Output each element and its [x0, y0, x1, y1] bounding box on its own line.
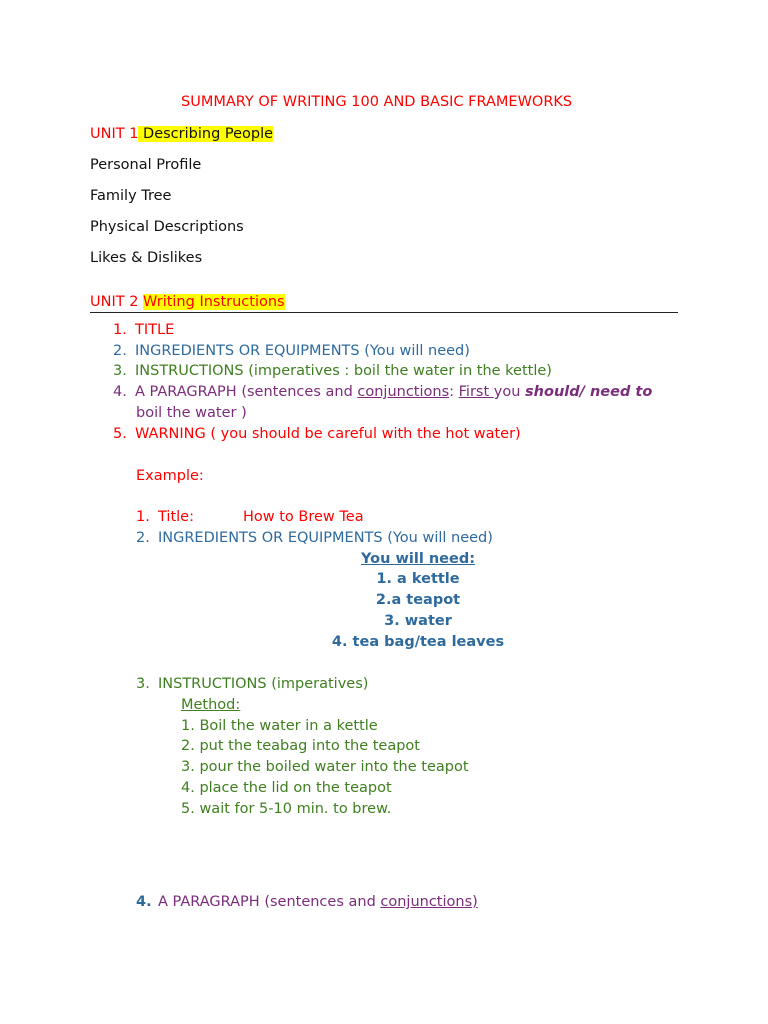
unit1-item: Personal Profile	[90, 157, 202, 173]
unit1-item: Family Tree	[90, 188, 172, 204]
list-item-paragraph-continued: boil the water )	[136, 405, 247, 421]
list-item-instructions: 3. INSTRUCTIONS (imperatives : boil the water in the kettle)	[113, 363, 552, 379]
unit1-item: Likes & Dislikes	[90, 250, 203, 266]
example-title-line: 1. Title: How to Brew Tea	[136, 509, 364, 525]
unit1-label: UNIT 1	[90, 126, 139, 142]
need-item: 2.a teapot	[375, 592, 461, 608]
list-item-title: 1. TITLE	[113, 322, 175, 338]
section-divider	[90, 312, 678, 313]
method-step: 3. pour the boiled water into the teapot	[181, 759, 469, 775]
method-step: 1. Boil the water in a kettle	[181, 718, 378, 734]
example-paragraph-line: 4. A PARAGRAPH (sentences and conjunctions)	[136, 894, 478, 910]
method-step: 5. wait for 5-10 min. to brew.	[181, 801, 392, 817]
example-instructions-line: 3. INSTRUCTIONS (imperatives)	[136, 676, 369, 692]
list-item-paragraph: 4. A PARAGRAPH (sentences and conjunctions: First you should/ need to	[113, 384, 653, 400]
unit1-topic: Describing People	[138, 126, 274, 142]
unit1-heading	[90, 124, 273, 144]
method-step: 2. put the teabag into the teapot	[181, 738, 420, 754]
method-label: Method:	[181, 697, 241, 713]
unit2-label: UNIT 2	[90, 294, 139, 310]
method-step: 4. place the lid on the teapot	[181, 780, 392, 796]
list-item-warning: 5. WARNING ( you should be careful with the hot water)	[113, 426, 521, 442]
unit2-topic: Writing Instructions	[143, 294, 285, 310]
unit2-heading	[90, 292, 285, 312]
need-item: 4. tea bag/tea leaves	[331, 634, 505, 650]
need-item: 1. a kettle	[376, 571, 460, 587]
list-item-ingredients: 2. INGREDIENTS OR EQUIPMENTS (You will need)	[113, 343, 470, 359]
you-will-need-heading: You will need:	[360, 551, 476, 567]
example-ingredients-line: 2. INGREDIENTS OR EQUIPMENTS (You will need)	[136, 530, 493, 546]
document-title: SUMMARY OF WRITING 100 AND BASIC FRAMEWORKS	[181, 94, 573, 110]
need-item: 3. water	[384, 613, 452, 629]
unit1-item: Physical Descriptions	[90, 219, 244, 235]
example-label: Example:	[136, 468, 204, 484]
